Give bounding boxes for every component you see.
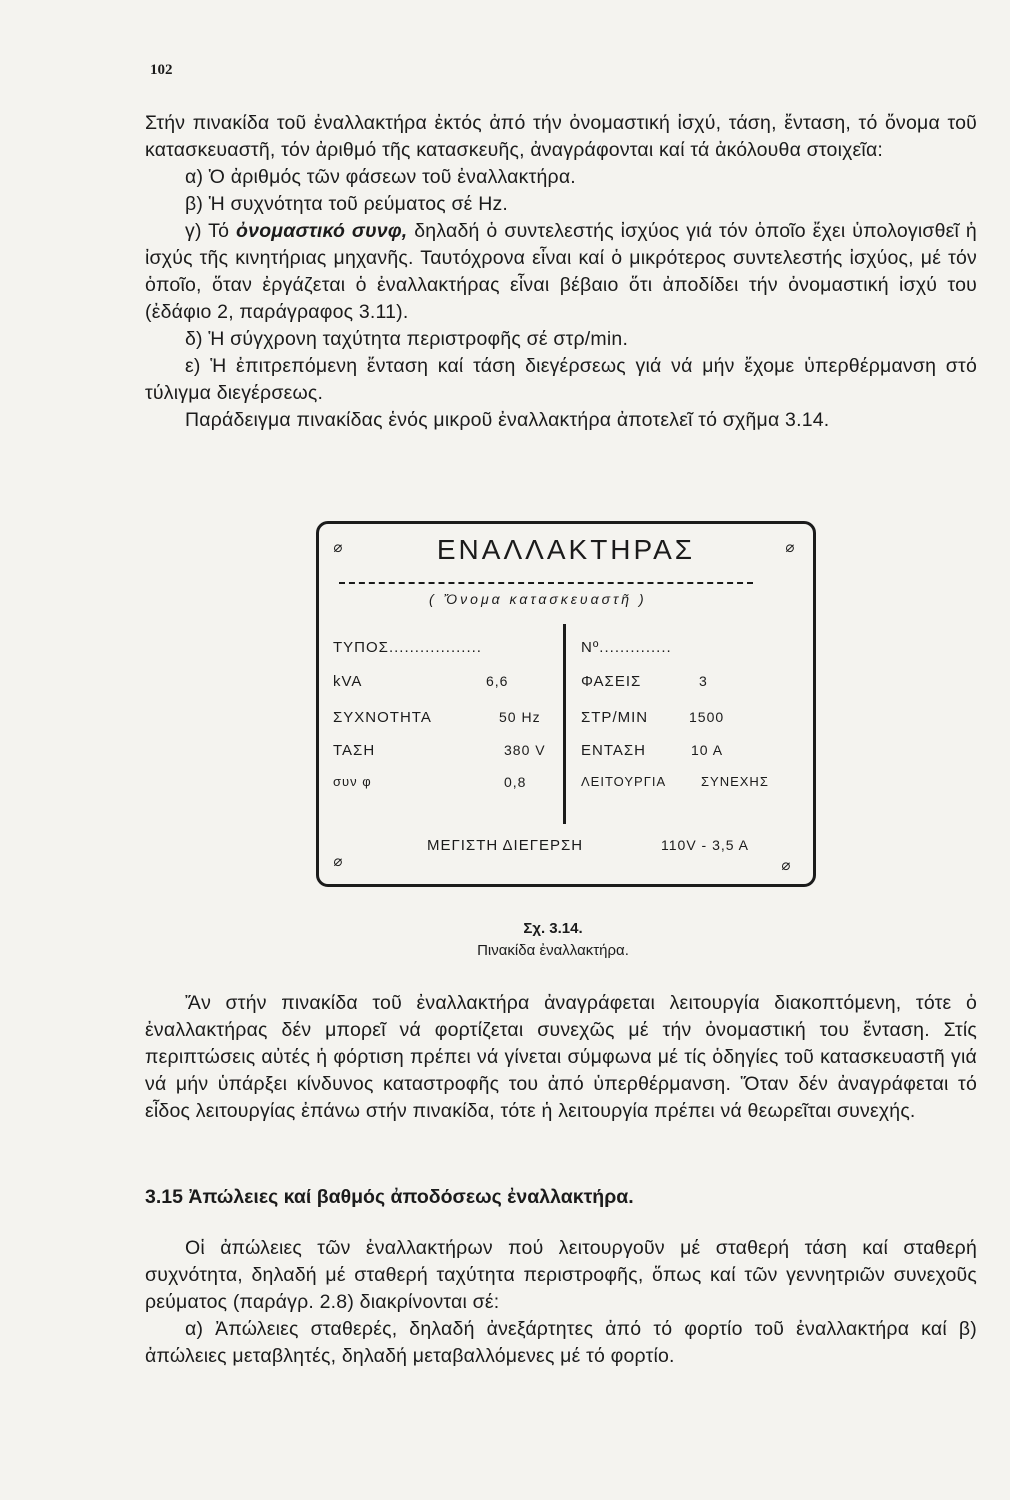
manufacturer-name: ( Ὄνομα κατασκευαστῆ ) — [429, 591, 647, 607]
plate-phases-label: ΦΑΣΕΙΣ — [581, 673, 642, 690]
list-item-c-label: γ) Τό — [185, 220, 230, 242]
plate-voltage-label: ΤΑΣΗ — [333, 742, 376, 759]
screw-hole-icon: ⌀ — [333, 539, 344, 556]
plate-title: ΕΝΑΛΛΑΚΤΗΡΑΣ — [436, 534, 696, 565]
plate-voltage-value: 380 V — [504, 742, 546, 758]
plate-kva-value: 6,6 — [486, 673, 509, 689]
plate-type-label: ΤΥΠΟΣ.................. — [333, 639, 482, 656]
plate-current-label: ΕΝΤΑΣΗ — [581, 742, 646, 759]
figure-caption: Πινακίδα ἐναλλακτήρα. — [477, 942, 629, 959]
plate-duty-label: ΛΕΙΤΟΥΡΓΙΑ — [581, 774, 667, 789]
plate-frequency-label: ΣΥΧΝΟΤΗΤΑ — [333, 709, 432, 726]
paragraph-duty — [145, 990, 977, 1125]
plate-speed-label: ΣΤΡ/MIN — [581, 709, 649, 726]
list-item-c-text: δηλαδή ὁ συντελεστής ἰσχύος γιά τόν ὁποῖο ἔχει ὑπολογισθεῖ ἡ ἰσχύς τῆς κινητήριας μηχανῆς. Ταυτόχρονα εἶναι καί ὁ μικρότερος συντελεστής ἰσχύος, μέ τόν ὁποῖο, ὅταν ἐργάζεται ὁ ἐναλλακτήρας εἶναι βέβαιο ὅτι ἀποδίδει τήν ὀνομαστική ἰσχύ του (ἐδάφιο 2, παράγραφος 3.11). — [145, 220, 977, 323]
plate-power-factor-value: 0,8 — [504, 774, 527, 790]
plate-power-factor-label: συν φ — [333, 774, 372, 789]
plate-serial-label: Nº.............. — [581, 639, 672, 656]
intro-section — [145, 110, 977, 434]
plate-excitation-label: ΜΕΓΙΣΤΗ ΔΙΕΓΕΡΣΗ — [427, 837, 584, 854]
screw-hole-icon: ⌀ — [780, 857, 791, 874]
figure-number: Σχ. 3.14. — [523, 920, 583, 937]
screw-hole-icon: ⌀ — [333, 853, 344, 870]
list-item-b: β) Ἡ συχνότητα τοῦ ρεύματος σέ Hz. — [185, 193, 509, 215]
section-title: Ἀπώλειες καί βαθμός ἀποδόσεως ἐναλλακτήρα. — [188, 1186, 634, 1208]
plate-excitation-value: 110V - 3,5 A — [661, 837, 750, 853]
plate-speed-value: 1500 — [689, 709, 725, 725]
list-item-a: α) Ὁ ἀριθμός τῶν φάσεων τοῦ ἐναλλακτήρα. — [185, 166, 576, 188]
list-item-c-emphasis: ὀνομαστικό συνφ, — [236, 220, 408, 242]
list-item-c — [145, 218, 977, 326]
section-heading — [145, 1186, 634, 1209]
page-number: 102 — [150, 62, 173, 78]
section-number: 3.15 — [145, 1186, 183, 1208]
example-sentence: Παράδειγμα πινακίδας ἑνός μικροῦ ἐναλλακτήρα ἀποτελεῖ τό σχῆμα 3.14. — [185, 409, 830, 431]
list-item-e: ε) Ἡ ἐπιτρεπόμενη ἔνταση καί τάση διεγέρσεως γιά νά μήν ἔχομε ὑπερθέρμανση στό τύλιγμα διεγέρσεως. — [145, 355, 977, 404]
paragraph-text: Οἱ ἀπώλειες τῶν ἐναλλακτήρων πού λειτουργοῦν μέ σταθερή τάση καί σταθερή συχνότητα, δηλαδή μέ σταθερή ταχύτητα περιστροφῆς, ὅπως καί τῶν γεννητριῶν συνεχοῦς ρεύματος (παράγρ. 2.8) διακρίνονται σέ: — [145, 1237, 977, 1313]
vertical-divider — [563, 624, 566, 824]
dashed-divider — [339, 582, 753, 584]
plate-kva-label: kVA — [333, 673, 363, 690]
nameplate — [316, 521, 816, 887]
list-item-d: δ) Ἡ σύγχρονη ταχύτητα περιστροφῆς σέ στρ/min. — [185, 328, 629, 350]
intro-paragraph: Στήν πινακίδα τοῦ ἐναλλακτήρα ἐκτός ἀπό τήν ὀνομαστική ἰσχύ, τάση, ἔνταση, τό ὄνομα τοῦ κατασκευαστῆ, τόν ἀριθμό τῆς κατασκευῆς, ἀναγράφονται καί τά ἀκόλουθα στοιχεῖα: — [145, 112, 977, 161]
plate-phases-value: 3 — [699, 673, 708, 689]
plate-frequency-value: 50 Hz — [499, 709, 541, 725]
paragraph-losses — [145, 1235, 977, 1370]
plate-duty-value: ΣΥΝΕΧΗΣ — [701, 774, 769, 789]
plate-current-value: 10 A — [691, 742, 724, 758]
list-item: α) Ἀπώλειες σταθερές, δηλαδή ἀνεξάρτητες ἀπό τό φορτίο τοῦ ἐναλλακτήρα καί β) ἀπώλειες μεταβλητές, δηλαδή μεταβαλλόμενες μέ τό φορτίο. — [145, 1318, 977, 1367]
screw-hole-icon: ⌀ — [784, 539, 795, 556]
paragraph-text: Ἄν στήν πινακίδα τοῦ ἐναλλακτήρα ἀναγράφεται λειτουργία διακοπτόμενη, τότε ὁ ἐναλλακτήρας δέν μπορεῖ νά φορτίζεται συνεχῶς μέ τήν ὀνομαστική του ἔνταση. Στίς περιπτώσεις αὐτές ἡ φόρτιση πρέπει νά γίνεται σύμφωνα μέ τίς ὁδηγίες τοῦ κατασκευαστῆ γιά νά μήν ὑπάρξει κίνδυνος καταστροφῆς του ἀπό ὑπερθέρμανση. Ὅταν δέν ἀναγράφεται τό εἶδος λειτουργίας ἐπάνω στήν πινακίδα, τότε ἡ λειτουργία πρέπει νά θεωρεῖται συνεχής. — [145, 992, 977, 1122]
